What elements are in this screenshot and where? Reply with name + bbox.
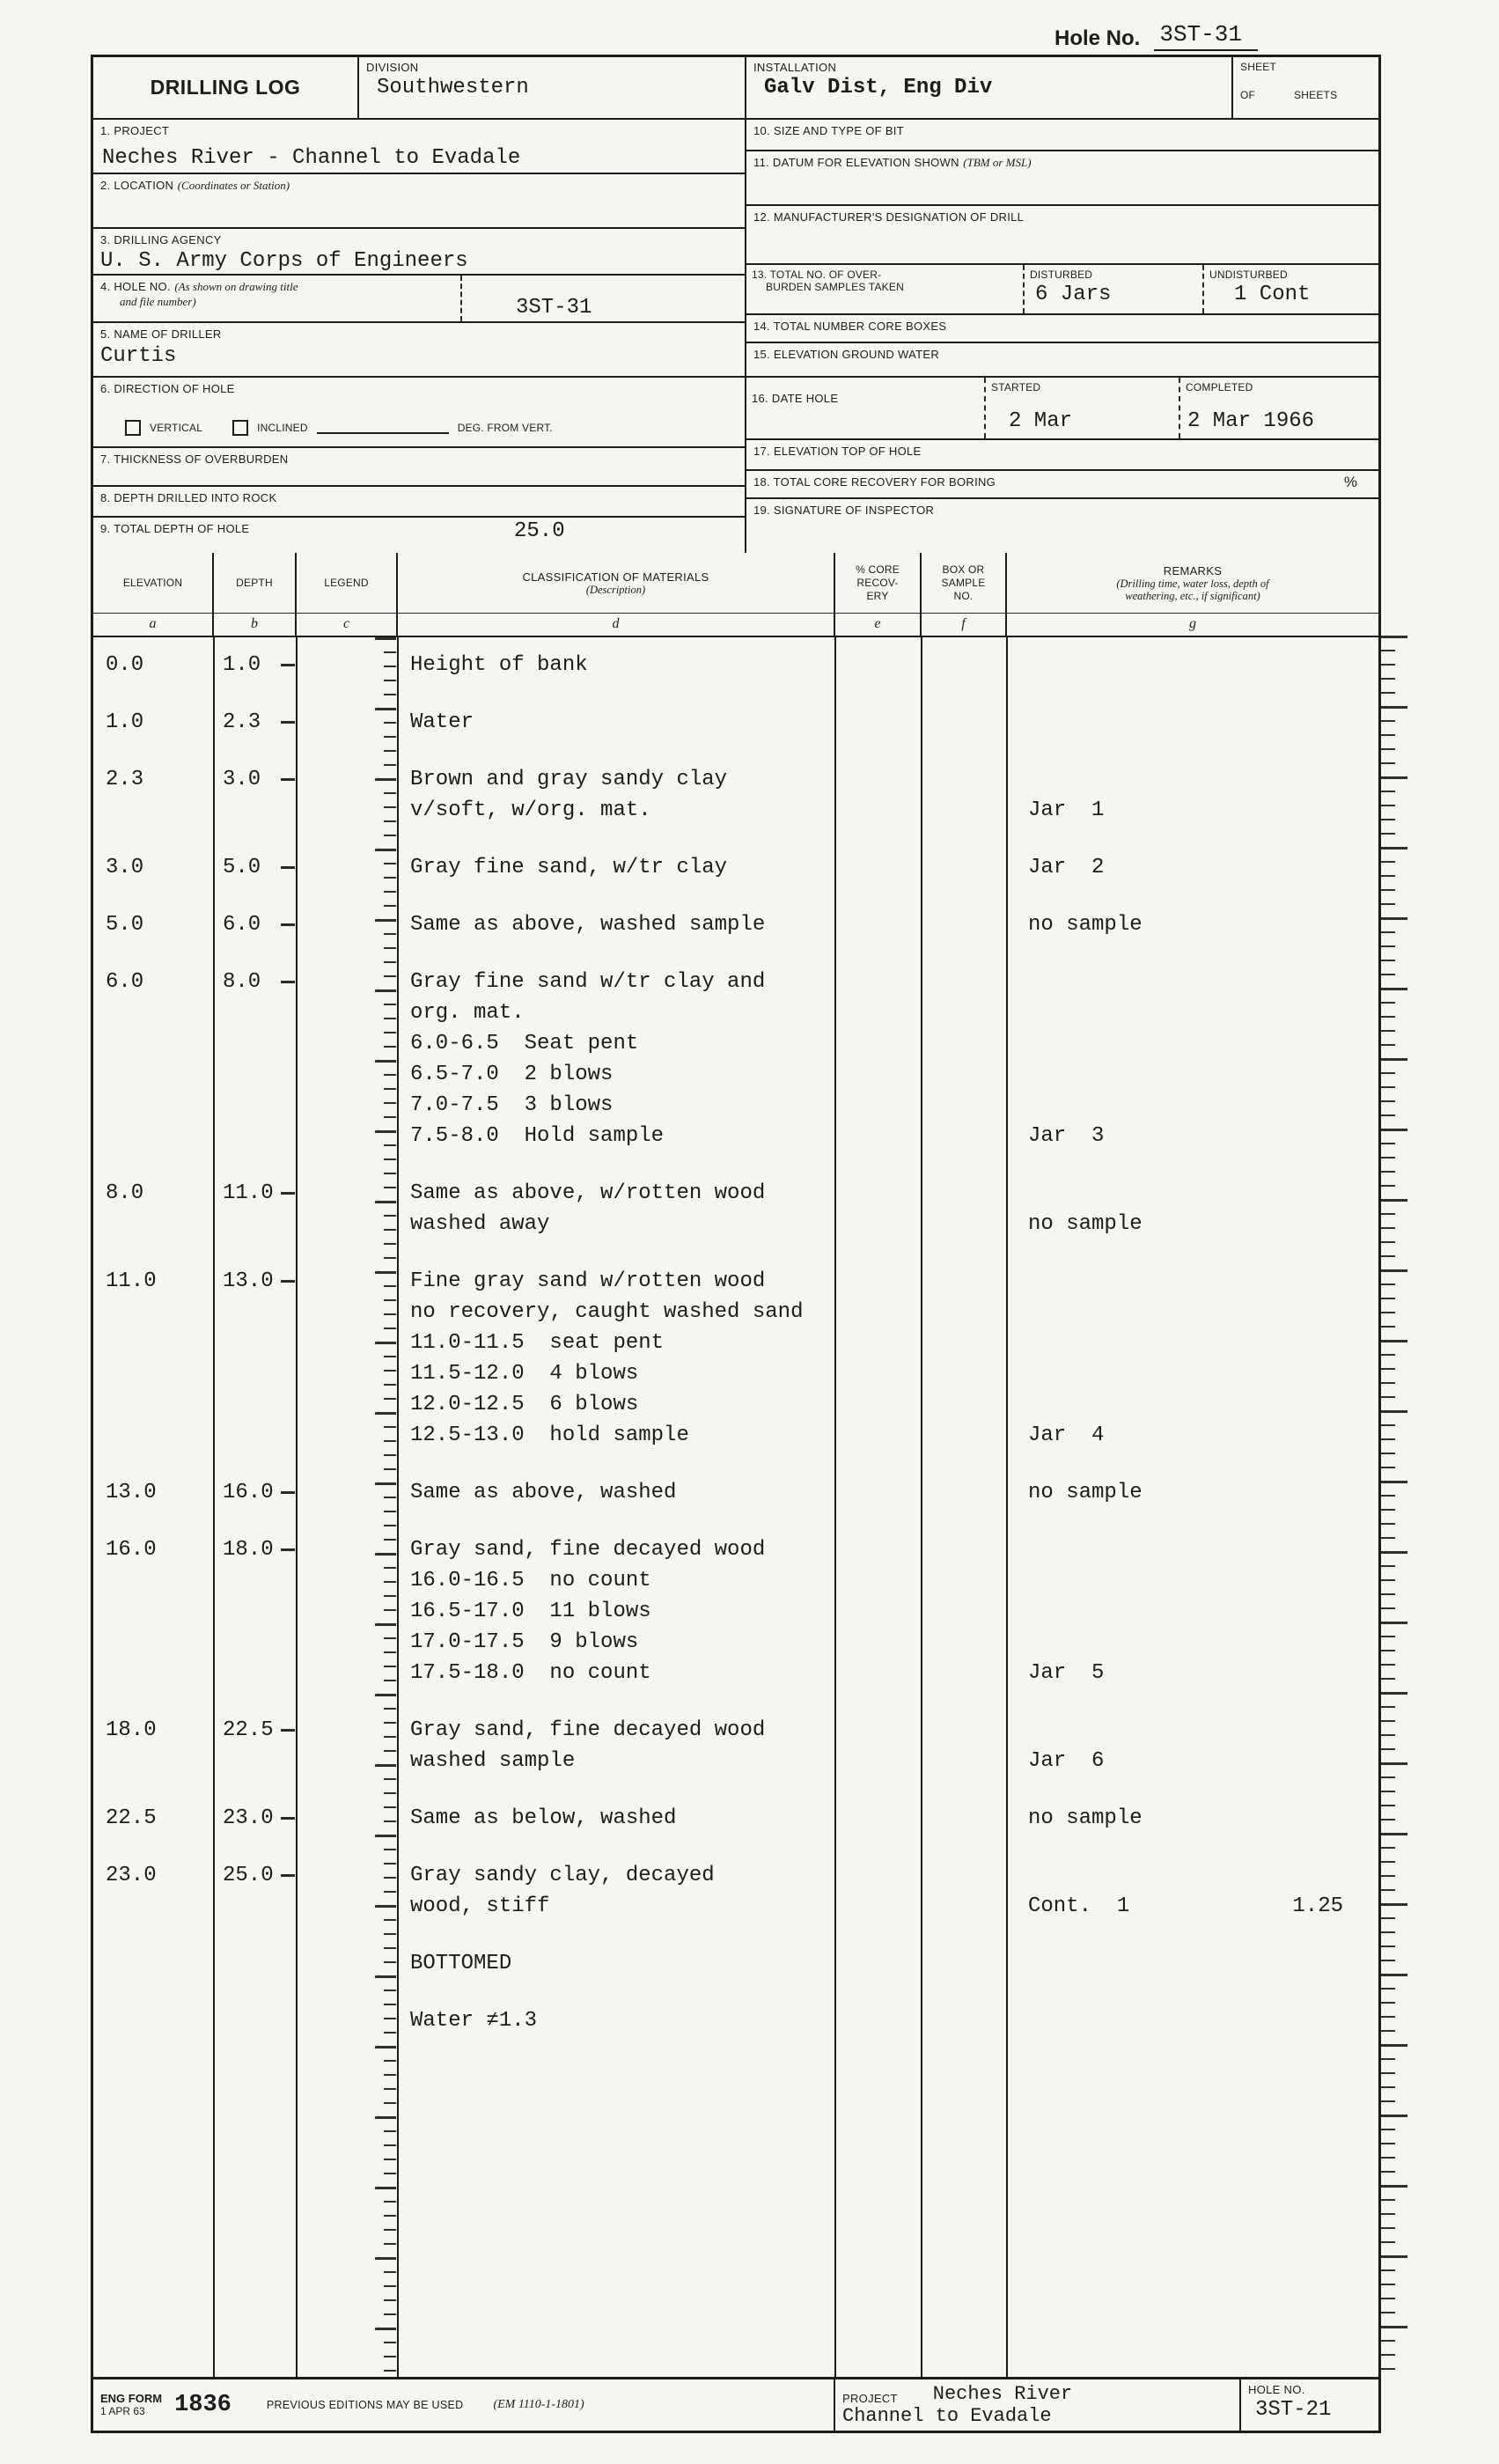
log-remarks xyxy=(1007,1178,1378,1239)
log-depth: 23.0 xyxy=(214,1803,297,1834)
description-line: Fine gray sand w/rotten wood xyxy=(410,1269,766,1293)
log-legend xyxy=(297,852,398,883)
log-core-recovery xyxy=(835,1715,922,1776)
hole-field-note: (As shown on drawing title xyxy=(174,280,298,293)
samples-label-box xyxy=(746,265,1023,313)
division-box xyxy=(359,57,746,118)
right-depth-scale xyxy=(1381,636,1411,2375)
date-completed-box xyxy=(1179,378,1378,438)
field-rock-depth xyxy=(93,487,745,518)
fields-section xyxy=(93,120,1378,553)
log-sample-no xyxy=(922,1477,1007,1508)
samples-label-line1: 13. TOTAL NO. OF OVER- xyxy=(752,268,882,281)
remark-text: no sample xyxy=(1028,1481,1143,1504)
log-depth: 1.0 xyxy=(214,650,297,680)
project-value: Neches River - Channel to Evadale xyxy=(102,146,521,170)
log-table-body xyxy=(93,637,1378,2377)
remark-text: no sample xyxy=(1028,913,1143,937)
date-hole-label: 16. DATE HOLE xyxy=(752,392,839,405)
log-description xyxy=(398,852,835,883)
log-remarks xyxy=(1007,909,1378,940)
log-elevation: 0.0 xyxy=(106,653,144,677)
log-sample-no xyxy=(922,1715,1007,1776)
log-row xyxy=(93,1266,1378,1451)
log-depth: 6.0 xyxy=(214,909,297,940)
log-depth: 8.0 xyxy=(214,967,297,1151)
log-legend xyxy=(297,1178,398,1239)
drilling-log-form xyxy=(91,55,1381,2433)
eng-form-label: ENG FORM xyxy=(100,2392,163,2405)
agency-value: U. S. Army Corps of Engineers xyxy=(100,249,468,273)
log-description xyxy=(398,1715,835,1776)
log-description xyxy=(398,1178,835,1239)
date-hole-label-box xyxy=(746,378,984,438)
col-letter-e: e xyxy=(835,614,922,636)
hole-field-label: 4. HOLE NO. xyxy=(100,280,171,293)
description-line: Gray fine sand, w/tr clay xyxy=(410,856,728,879)
of-label: OF xyxy=(1240,89,1256,101)
hole-no-header xyxy=(1054,21,1258,51)
log-description xyxy=(398,707,835,738)
log-description xyxy=(398,1803,835,1834)
remark-text: Jar 5 xyxy=(1028,1661,1105,1685)
field-project xyxy=(93,120,745,174)
log-depth: 13.0 xyxy=(214,1266,297,1451)
datum-note: (TBM or MSL) xyxy=(963,156,1032,169)
col-letter-f: f xyxy=(922,614,1007,636)
field-core-boxes xyxy=(746,315,1378,343)
sheet-label: SHEET xyxy=(1240,61,1277,73)
undisturbed-value: 1 Cont xyxy=(1234,283,1311,306)
description-line: 7.0-7.5 3 blows xyxy=(410,1093,614,1117)
log-legend xyxy=(297,967,398,1151)
log-legend xyxy=(297,1948,398,1979)
log-elevation: 5.0 xyxy=(106,913,144,937)
log-elevation: 2.3 xyxy=(106,768,144,791)
installation-value: Galv Dist, Eng Div xyxy=(764,76,993,99)
footer-project-line1: Neches River xyxy=(932,2383,1073,2405)
sheet-box xyxy=(1233,57,1378,118)
inclined-label: INCLINED xyxy=(257,422,308,434)
log-sample-no xyxy=(922,764,1007,826)
box-title-3: NO. xyxy=(953,589,974,602)
remark-text: Cont. 1 xyxy=(1028,1894,1130,1918)
col-header-core xyxy=(835,553,922,613)
footer-project-box xyxy=(835,2379,1241,2431)
deg-from-vert-label: DEG. FROM VERT. xyxy=(457,422,553,434)
field-samples xyxy=(746,265,1378,315)
log-core-recovery xyxy=(835,1860,922,1922)
description-line: org. mat. xyxy=(410,1001,525,1025)
col-letter-d: d xyxy=(398,614,835,636)
log-row xyxy=(93,1715,1378,1776)
agency-label: 3. DRILLING AGENCY xyxy=(100,233,222,246)
driller-value: Curtis xyxy=(100,344,177,368)
samples-label-line2: BURDEN SAMPLES TAKEN xyxy=(766,281,904,293)
log-remarks xyxy=(1007,764,1378,826)
log-description xyxy=(398,967,835,1151)
log-legend xyxy=(297,1477,398,1508)
field-hole-no xyxy=(93,276,745,323)
log-sample-no xyxy=(922,1860,1007,1922)
field-direction xyxy=(93,378,745,448)
installation-label: INSTALLATION xyxy=(753,61,837,74)
hole-field-value: 3ST-31 xyxy=(516,296,592,320)
project-label: 1. PROJECT xyxy=(100,124,170,137)
date-started-box xyxy=(984,378,1179,438)
description-line: Gray sand, fine decayed wood xyxy=(410,1718,766,1742)
remark-text: Jar 1 xyxy=(1028,798,1105,822)
installation-box xyxy=(746,57,1233,118)
log-depth: 11.0 xyxy=(214,1178,297,1239)
log-row xyxy=(93,1948,1378,1979)
form-title: DRILLING LOG xyxy=(93,57,359,118)
field-date-hole xyxy=(746,378,1378,440)
log-sample-no xyxy=(922,1803,1007,1834)
remarks-note-2: weathering, etc., if significant) xyxy=(1125,589,1260,602)
log-core-recovery xyxy=(835,707,922,738)
log-sample-no xyxy=(922,650,1007,680)
description-line: 11.5-12.0 4 blows xyxy=(410,1362,639,1386)
description-line: BOTTOMED xyxy=(410,1952,512,1975)
log-legend xyxy=(297,909,398,940)
total-depth-value: 25.0 xyxy=(514,519,565,543)
log-remarks xyxy=(1007,852,1378,883)
undisturbed-label: UNDISTURBED xyxy=(1209,268,1288,281)
description-line: 16.5-17.0 11 blows xyxy=(410,1600,651,1623)
log-depth: 18.0 xyxy=(214,1534,297,1688)
classification-note: (Description) xyxy=(585,583,646,596)
core-title-1: % CORE xyxy=(856,563,900,576)
log-remarks xyxy=(1007,2005,1378,2036)
log-description xyxy=(398,650,835,680)
direction-label: 6. DIRECTION OF HOLE xyxy=(100,382,235,395)
description-line: 17.0-17.5 9 blows xyxy=(410,1630,639,1654)
field-top-of-hole xyxy=(746,440,1378,471)
datum-label: 11. DATUM FOR ELEVATION SHOWN xyxy=(753,156,959,169)
description-line: Same as above, washed sample xyxy=(410,913,766,937)
log-description xyxy=(398,764,835,826)
col-header-box xyxy=(922,553,1007,613)
log-elevation: 22.5 xyxy=(106,1806,157,1830)
log-sample-no xyxy=(922,909,1007,940)
log-row xyxy=(93,909,1378,940)
core-title-3: ERY xyxy=(866,589,889,602)
log-elevation: 18.0 xyxy=(106,1718,157,1742)
log-core-recovery xyxy=(835,909,922,940)
log-core-recovery xyxy=(835,1266,922,1451)
log-core-recovery xyxy=(835,764,922,826)
description-line: Same as below, washed xyxy=(410,1806,677,1830)
col-letter-a: a xyxy=(93,614,214,636)
footer-project-label: PROJECT xyxy=(842,2392,898,2405)
col-header-legend: LEGEND xyxy=(297,553,398,613)
log-sample-no xyxy=(922,1178,1007,1239)
log-legend xyxy=(297,2005,398,2036)
log-row xyxy=(93,1860,1378,1922)
inclined-degrees-line xyxy=(317,422,449,434)
col-letter-c: c xyxy=(297,614,398,636)
disturbed-box xyxy=(1023,265,1202,313)
started-label: STARTED xyxy=(991,381,1041,394)
log-elevation: 8.0 xyxy=(106,1181,144,1205)
form-footer xyxy=(93,2377,1378,2431)
col-header-remarks xyxy=(1007,553,1378,613)
log-depth: 22.5 xyxy=(214,1715,297,1776)
disturbed-value: 6 Jars xyxy=(1035,283,1112,306)
fields-left-column xyxy=(93,120,746,553)
log-elevation: 3.0 xyxy=(106,856,144,879)
undisturbed-box xyxy=(1202,265,1378,313)
log-row xyxy=(93,1477,1378,1508)
location-label: 2. LOCATION xyxy=(100,179,174,192)
log-sample-no xyxy=(922,707,1007,738)
drill-label: 12. MANUFACTURER'S DESIGNATION OF DRILL xyxy=(753,210,1025,224)
log-table-header xyxy=(93,553,1378,637)
log-core-recovery xyxy=(835,1948,922,1979)
log-depth: 5.0 xyxy=(214,852,297,883)
remark-text: Jar 3 xyxy=(1028,1124,1105,1148)
field-driller xyxy=(93,323,745,378)
field-agency xyxy=(93,229,745,276)
log-description xyxy=(398,1266,835,1451)
log-legend xyxy=(297,1715,398,1776)
previous-editions-note: PREVIOUS EDITIONS MAY BE USED xyxy=(266,2399,464,2411)
description-line: 12.0-12.5 6 blows xyxy=(410,1393,639,1416)
ground-water-label: 15. ELEVATION GROUND WATER xyxy=(753,348,940,361)
description-line: 11.0-11.5 seat pent xyxy=(410,1331,665,1355)
log-description xyxy=(398,909,835,940)
hole-field-note2: and file number) xyxy=(120,295,196,308)
bit-label: 10. SIZE AND TYPE OF BIT xyxy=(753,124,904,137)
log-row xyxy=(93,650,1378,680)
log-sample-no xyxy=(922,1948,1007,1979)
log-core-recovery xyxy=(835,967,922,1151)
inclined-checkbox xyxy=(232,420,248,436)
log-remarks xyxy=(1007,1803,1378,1834)
log-depth xyxy=(214,1948,297,1979)
log-remarks xyxy=(1007,1534,1378,1688)
description-line: v/soft, w/org. mat. xyxy=(410,798,651,822)
remark-extra: 1.25 xyxy=(1292,1894,1343,1918)
description-line: Same as above, washed xyxy=(410,1481,677,1504)
remarks-title: REMARKS xyxy=(1163,563,1223,577)
sheets-label: SHEETS xyxy=(1294,89,1338,101)
vertical-label: VERTICAL xyxy=(150,422,203,434)
remark-text: Jar 2 xyxy=(1028,856,1105,879)
description-line: washed away xyxy=(410,1212,550,1236)
field-core-recovery xyxy=(746,471,1378,499)
division-label: DIVISION xyxy=(366,61,419,74)
percent-sign: % xyxy=(1343,474,1357,490)
description-line: Brown and gray sandy clay xyxy=(410,768,728,791)
top-of-hole-label: 17. ELEVATION TOP OF HOLE xyxy=(753,445,922,458)
log-core-recovery xyxy=(835,1534,922,1688)
division-value: Southwestern xyxy=(377,76,529,99)
log-core-recovery xyxy=(835,1178,922,1239)
log-remarks xyxy=(1007,1860,1378,1922)
log-elevation xyxy=(93,1948,214,1979)
log-legend xyxy=(297,1534,398,1688)
col-letter-b: b xyxy=(214,614,297,636)
log-remarks xyxy=(1007,650,1378,680)
log-core-recovery xyxy=(835,2005,922,2036)
log-legend xyxy=(297,707,398,738)
description-line: 6.5-7.0 2 blows xyxy=(410,1063,614,1086)
field-location xyxy=(93,174,745,229)
form-header-row xyxy=(93,57,1378,120)
log-row xyxy=(93,1803,1378,1834)
remark-text: Jar 4 xyxy=(1028,1423,1105,1447)
field-bit xyxy=(746,120,1378,151)
log-depth: 16.0 xyxy=(214,1477,297,1508)
log-row xyxy=(93,967,1378,1151)
description-line: Same as above, w/rotten wood xyxy=(410,1181,766,1205)
field-ground-water xyxy=(746,343,1378,378)
log-row xyxy=(93,1534,1378,1688)
field-overburden xyxy=(93,448,745,487)
log-elevation: 13.0 xyxy=(106,1481,157,1504)
footer-hole-value: 3ST-21 xyxy=(1255,2398,1332,2422)
form-date: 1 APR 63 xyxy=(100,2405,145,2417)
field-inspector xyxy=(746,499,1378,553)
description-line: 17.5-18.0 no count xyxy=(410,1661,651,1685)
col-letter-g: g xyxy=(1189,616,1196,631)
col-header-classification xyxy=(398,553,835,613)
total-depth-label: 9. TOTAL DEPTH OF HOLE xyxy=(100,522,250,535)
log-core-recovery xyxy=(835,1803,922,1834)
field-total-depth xyxy=(93,518,745,553)
remark-text: no sample xyxy=(1028,1212,1143,1236)
description-line: no recovery, caught washed sand xyxy=(410,1300,804,1324)
box-title-1: BOX OR xyxy=(942,563,985,576)
col-header-elevation: ELEVATION xyxy=(93,553,214,613)
hole-no-value: 3ST-31 xyxy=(1154,21,1258,51)
log-elevation: 23.0 xyxy=(106,1864,157,1887)
remark-text: Jar 6 xyxy=(1028,1749,1105,1773)
log-description xyxy=(398,1477,835,1508)
description-line: Gray sandy clay, decayed xyxy=(410,1864,715,1887)
description-line: Water xyxy=(410,710,474,734)
description-line: Gray fine sand w/tr clay and xyxy=(410,970,766,994)
field-drill xyxy=(746,206,1378,265)
log-core-recovery xyxy=(835,852,922,883)
disturbed-label: DISTURBED xyxy=(1030,268,1093,281)
log-depth: 25.0 xyxy=(214,1860,297,1922)
overburden-label: 7. THICKNESS OF OVERBURDEN xyxy=(100,452,289,466)
location-note: (Coordinates or Station) xyxy=(177,179,290,192)
completed-label: COMPLETED xyxy=(1186,381,1253,394)
description-line: wood, stiff xyxy=(410,1894,550,1918)
description-line: 16.0-16.5 no count xyxy=(410,1569,651,1592)
inspector-label: 19. SIGNATURE OF INSPECTOR xyxy=(753,504,935,517)
remarks-note-1: (Drilling time, water loss, depth of xyxy=(1116,577,1269,590)
log-sample-no xyxy=(922,852,1007,883)
log-row xyxy=(93,852,1378,883)
fields-right-column xyxy=(746,120,1378,553)
log-remarks xyxy=(1007,1477,1378,1508)
hole-no-label: Hole No. xyxy=(1054,26,1141,50)
core-boxes-label: 14. TOTAL NUMBER CORE BOXES xyxy=(753,320,947,333)
driller-label: 5. NAME OF DRILLER xyxy=(100,327,222,341)
remark-text: no sample xyxy=(1028,1806,1143,1830)
log-depth: 2.3 xyxy=(214,707,297,738)
log-elevation: 6.0 xyxy=(106,970,144,994)
log-elevation: 1.0 xyxy=(106,710,144,734)
em-reference: (EM 1110-1-1801) xyxy=(493,2398,584,2411)
description-line: 7.5-8.0 Hold sample xyxy=(410,1124,665,1148)
col-header-depth: DEPTH xyxy=(214,553,297,613)
description-line: washed sample xyxy=(410,1749,576,1773)
core-recovery-label: 18. TOTAL CORE RECOVERY FOR BORING xyxy=(753,475,996,489)
log-remarks xyxy=(1007,1715,1378,1776)
log-row xyxy=(93,2005,1378,2036)
log-legend xyxy=(297,1803,398,1834)
log-description xyxy=(398,1948,835,1979)
log-legend xyxy=(297,764,398,826)
log-elevation: 11.0 xyxy=(106,1269,157,1293)
log-row xyxy=(93,1178,1378,1239)
footer-form-id-box xyxy=(93,2379,835,2431)
log-legend xyxy=(297,1860,398,1922)
log-description xyxy=(398,1860,835,1922)
rock-depth-label: 8. DEPTH DRILLED INTO ROCK xyxy=(100,491,277,504)
log-row xyxy=(93,707,1378,738)
log-legend xyxy=(297,1266,398,1451)
log-row xyxy=(93,764,1378,826)
log-elevation xyxy=(93,2005,214,2036)
log-sample-no xyxy=(922,2005,1007,2036)
log-remarks xyxy=(1007,707,1378,738)
log-remarks xyxy=(1007,1948,1378,1979)
box-title-2: SAMPLE xyxy=(941,576,986,589)
vertical-checkbox xyxy=(125,420,141,436)
footer-hole-label: HOLE NO. xyxy=(1248,2383,1305,2396)
log-legend xyxy=(297,650,398,680)
description-line: Water ≠1.3 xyxy=(410,2009,538,2033)
core-title-2: RECOV- xyxy=(856,576,899,589)
footer-hole-no-box xyxy=(1241,2379,1378,2431)
description-line: 12.5-13.0 hold sample xyxy=(410,1423,689,1447)
field-datum xyxy=(746,151,1378,206)
classification-title: CLASSIFICATION OF MATERIALS xyxy=(522,570,709,584)
completed-value: 2 Mar 1966 xyxy=(1187,409,1315,433)
log-sample-no xyxy=(922,967,1007,1151)
description-line: Gray sand, fine decayed wood xyxy=(410,1538,766,1562)
log-description xyxy=(398,2005,835,2036)
log-sample-no xyxy=(922,1266,1007,1451)
log-sample-no xyxy=(922,1534,1007,1688)
hole-field-divider xyxy=(460,276,462,321)
footer-project-line2: Channel to Evadale xyxy=(842,2405,1052,2427)
log-depth: 3.0 xyxy=(214,764,297,826)
log-depth xyxy=(214,2005,297,2036)
log-remarks xyxy=(1007,967,1378,1151)
log-elevation: 16.0 xyxy=(106,1538,157,1562)
started-value: 2 Mar xyxy=(1009,409,1073,433)
description-line: Height of bank xyxy=(410,653,588,677)
log-description xyxy=(398,1534,835,1688)
form-number: 1836 xyxy=(174,2392,231,2418)
log-remarks xyxy=(1007,1266,1378,1451)
description-line: 6.0-6.5 Seat pent xyxy=(410,1032,639,1055)
log-core-recovery xyxy=(835,1477,922,1508)
log-core-recovery xyxy=(835,650,922,680)
